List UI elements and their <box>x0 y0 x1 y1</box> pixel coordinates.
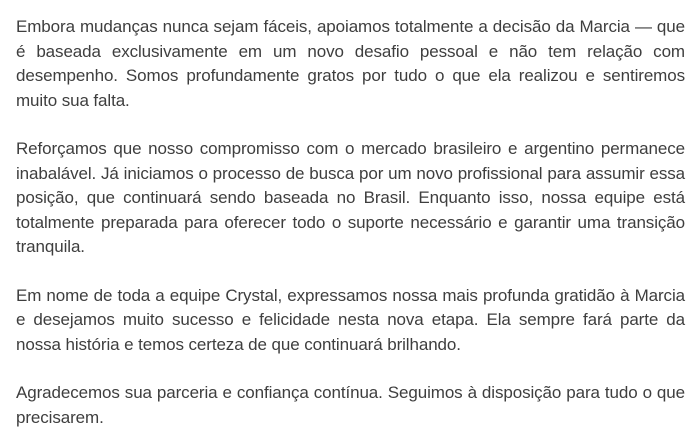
paragraph-market-commitment: Reforçamos que nosso compromisso com o mercado brasileiro e argentino permanece inabalável. Já iniciamos o processo de busca por um novo profissional para assumir essa posição, que continuará sendo baseada no Brasil. Enquanto isso, nossa equipe está totalmente preparada para oferecer todo o suporte necessário e garantir uma transição tranquila. <box>16 139 685 256</box>
paragraph-gratitude: Em nome de toda a equipe Crystal, expressamos nossa mais profunda gratidão à Marcia e desejamos muito sucesso e felicidade nesta nova etapa. Ela sempre fará parte da nossa história e temos certeza de que continuará brilhando. <box>16 285 685 354</box>
paragraph-closing: Agradecemos sua parceria e confiança contínua. Seguimos à disposição para tudo o que precisarem. <box>16 383 685 427</box>
paragraph-marcia-decision: Embora mudanças nunca sejam fáceis, apoiamos totalmente a decisão da Marcia — que é baseada exclusivamente em um novo desafio pessoal e não tem relação com desempenho. Somos profundamente gratos por tudo o que ela realizou e sentiremos muito sua falta. <box>16 17 685 110</box>
